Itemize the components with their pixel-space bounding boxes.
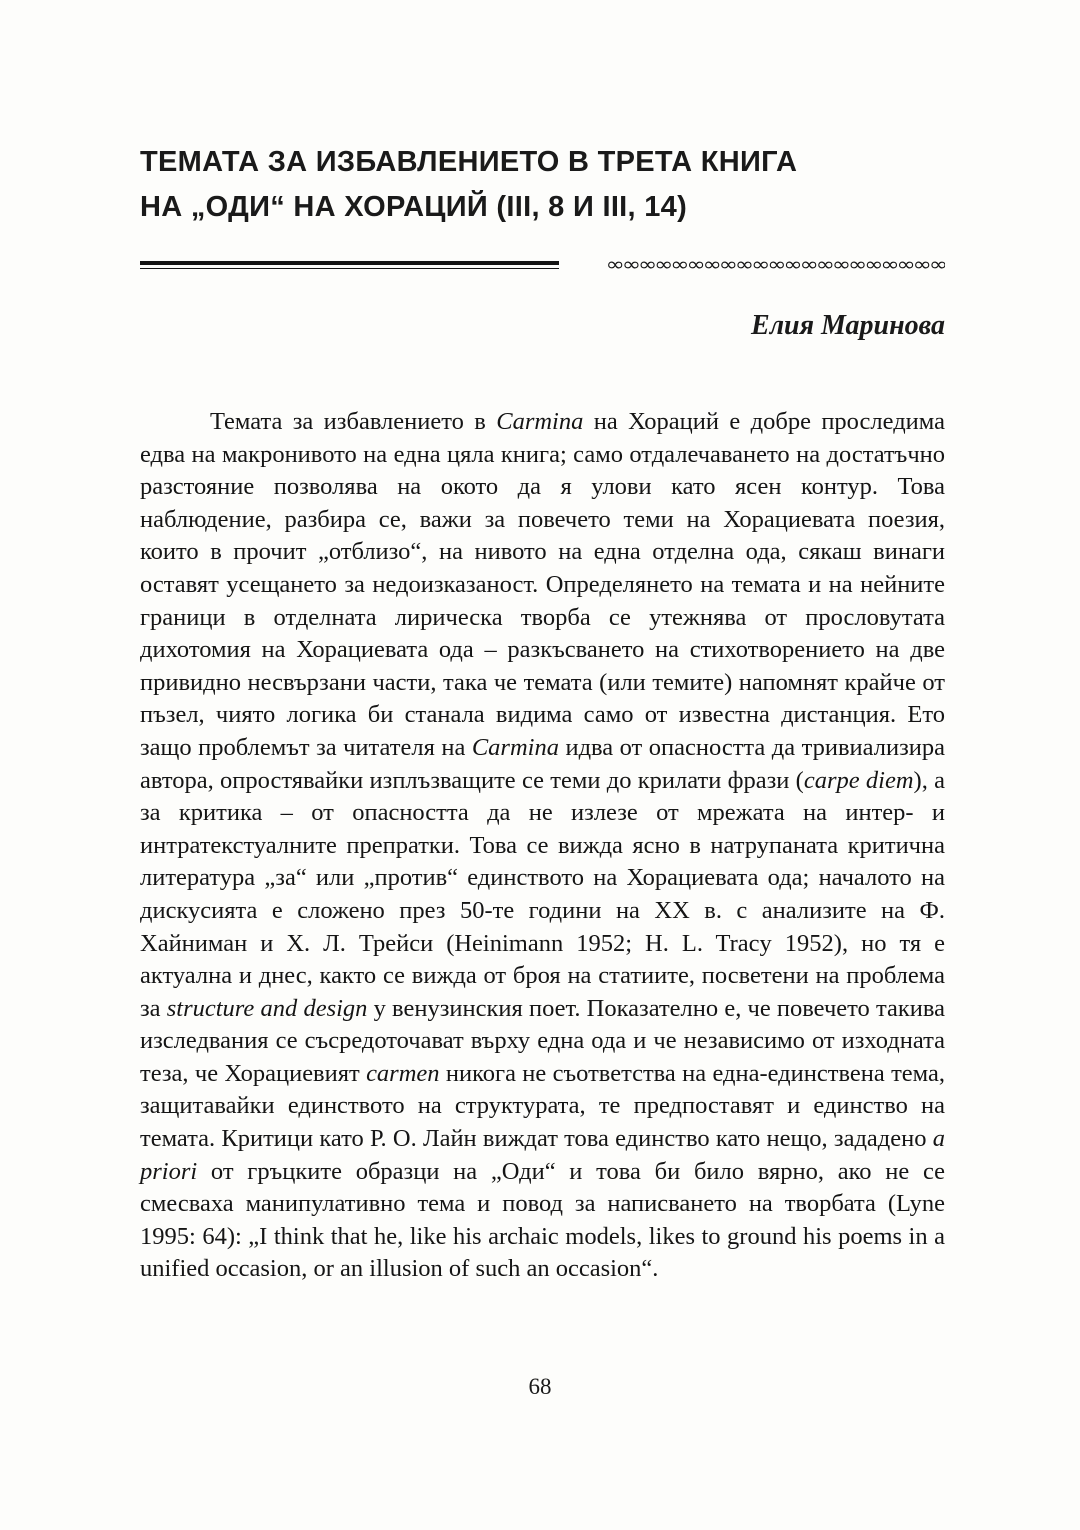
article-title: [140, 140, 945, 230]
body-paragraph: Темата за избавлението в Carmina на Хораций е добре проследима едва на макронивото на една цяла книга; само отдалечаването на достатъчно разстояние позволява на окото да я улови като ясен контур. Това наблюдение, разбира се, важи за повечето теми на Хорациевата поезия, които в прочит „отблизо“, на нивото на една отделна ода, сякаш винаги оставят усещането за недоизказаност. Определянето на темата и на нейните граници в отделната лирическа творба се утежнява от прословутата дихотомия на Хорациевата ода – разкъсването на стихотворението на две привидно несвързани части, така че темата (или темите) напомнят крайче от пъзел, чиято логика би станала видима само от известна дистанция. Ето защо проблемът за читателя на Carmina идва от опасността да тривиализира автора, опростявайки изплъзващите се теми до крилати фрази (carpe diem), а за критика – от опасността да не излезе от мрежата на интер- и интратекстуалните препратки. Това се вижда ясно в натрупаната критична литература „за“ или „против“ единството на Хорациевата ода; началото на дискусията е сложено през 50-те години на ХХ в. с анализите на Ф. Хайниман и Х. Л. Трейси (Heinimann 1952; H. L. Tracy 1952), но тя е актуална и днес, както се вижда от броя на статиите, посветени на проблема за structure and design у венузинския поет. Показателно е, че повечето такива изследвания се съсредоточават върху една ода и че независимо от изходната теза, че Хорациевият carmen никога не съответства на една-единствена тема, защитавайки единството на структурата, те предпоставят и единство на темата. Критици като Р. О. Лайн виждат това единство като нещо, зададено a priori от гръцките образци на „Оди“ и това би било вярно, ако не се смесваха манипулативно тема и повод за написването на творбата (Lyne 1995: 64): „I think that he, like his archaic models, likes to ground his poems in a unified occasion, or an illusion of such an occasion“.: [140, 408, 945, 1283]
page-number: 68: [528, 1374, 552, 1399]
article-title-line2: НА „ОДИ“ НА ХОРАЦИЙ (III, 8 И III, 14): [140, 191, 688, 223]
chain-ornament-icon: ∞∞∞∞∞∞∞∞∞∞∞∞∞∞∞∞∞∞∞∞∞: [605, 256, 945, 274]
divider-double-rule: [140, 261, 559, 269]
author-name: Елия Маринова: [751, 310, 945, 341]
decorative-divider: [140, 254, 945, 276]
article-title-line1: ТЕМАТА ЗА ИЗБАВЛЕНИЕТО В ТРЕТА КНИГА: [140, 146, 798, 178]
